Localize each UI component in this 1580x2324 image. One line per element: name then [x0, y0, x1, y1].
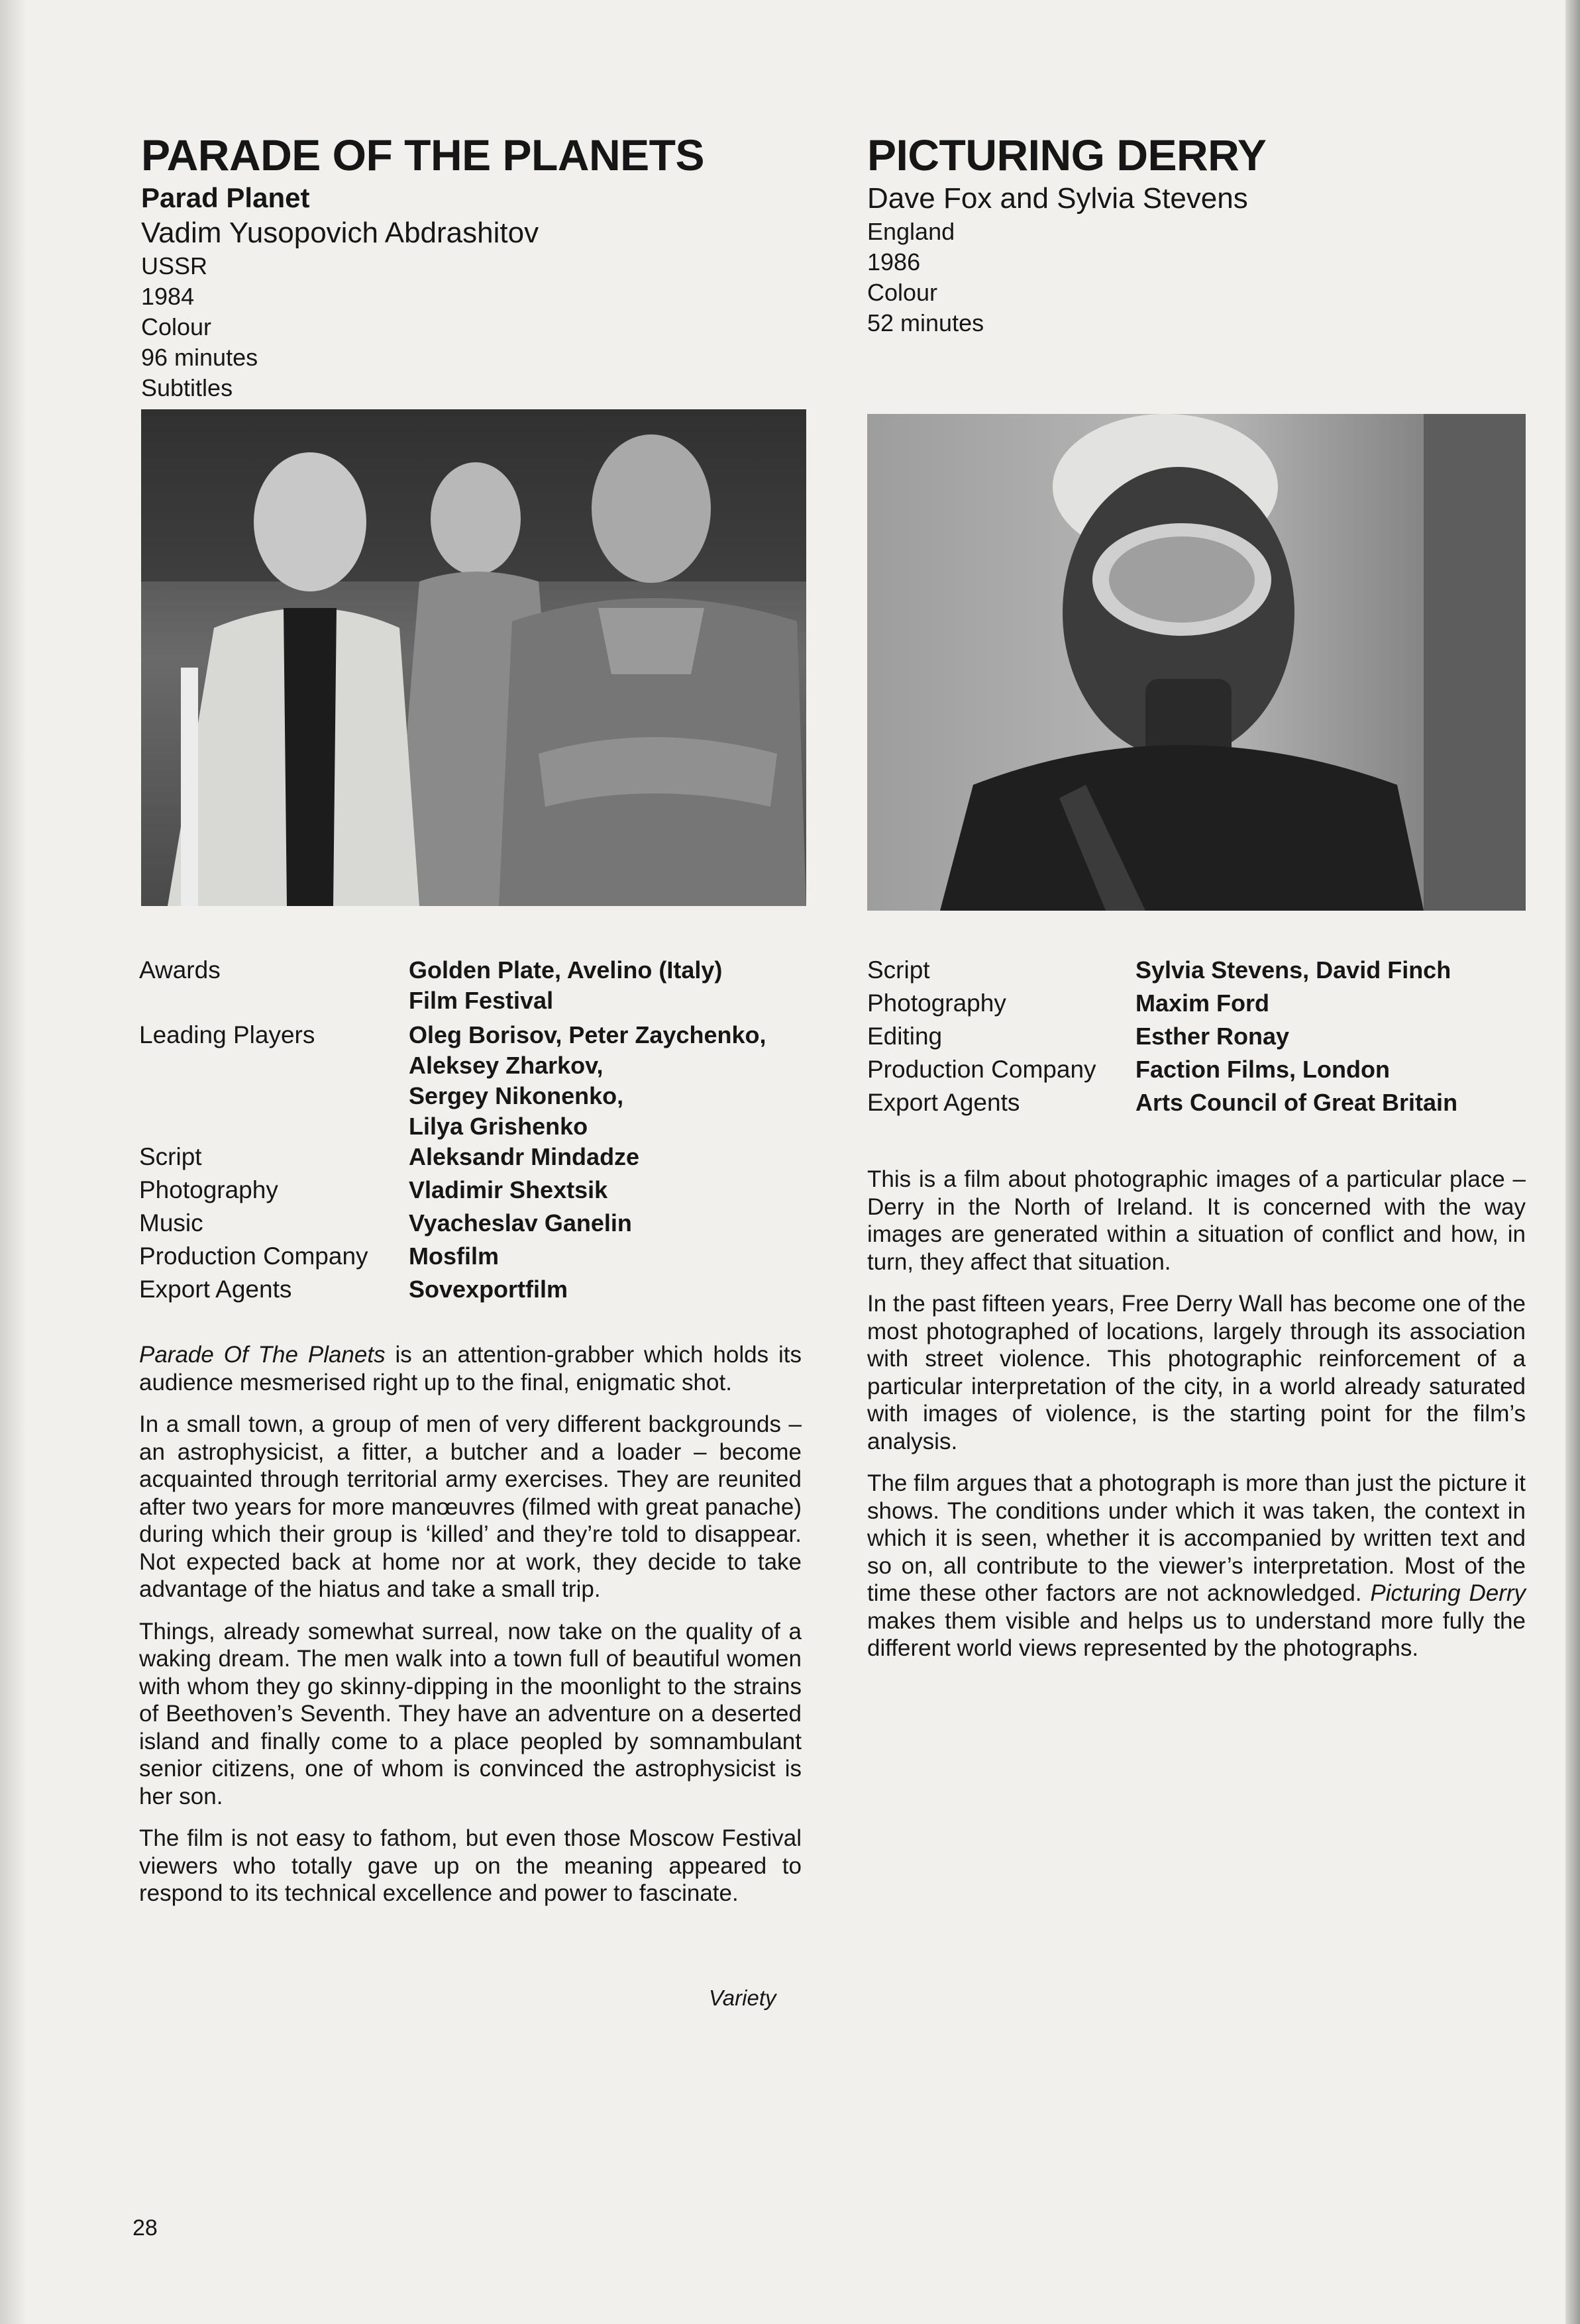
duration: 96 minutes [141, 344, 258, 371]
credit-label: Script [867, 956, 930, 984]
country: England [867, 218, 955, 245]
credit-row-photography [867, 987, 1526, 1020]
page-gutter-shadow [0, 0, 26, 2324]
credit-value: Vladimir Shextsik [409, 1176, 608, 1203]
director: Dave Fox and Sylvia Stevens [867, 182, 1248, 215]
credit-label: Script [139, 1143, 202, 1170]
credit-value: Aleksandr Mindadze [409, 1143, 640, 1170]
film-title: PICTURING DERRY [867, 130, 1267, 179]
film-still-drawing [141, 409, 806, 906]
credit-label: Music [139, 1209, 203, 1237]
credit-value: Film Festival [409, 987, 554, 1014]
credit-label: Production Company [139, 1242, 368, 1270]
paragraph-text: is an attention-grabber which holds its audience mesmerised right up to the final, enigmatic shot. [139, 1342, 802, 1395]
page-number: 28 [132, 2215, 158, 2241]
year: 1986 [867, 248, 921, 276]
credit-value: Oleg Borisov, Peter Zaychenko, [409, 1021, 766, 1048]
italic-title: Picturing Derry [1370, 1580, 1526, 1606]
credit-label: Editing [867, 1023, 943, 1050]
credit-value: Sylvia Stevens, David Finch [1135, 956, 1451, 984]
credit-value: Vyacheslav Ganelin [409, 1209, 632, 1237]
paragraph [867, 1470, 1526, 1662]
credit-row-script [139, 1140, 808, 1174]
credit-value: Mosfilm [409, 1242, 500, 1270]
film-title: PARADE OF THE PLANETS [141, 130, 704, 179]
paragraph: This is a film about photographic images of a particular place – Derry in the North of Ireland. It is concerned with the way images are generated within a situation of conflict and how, in turn, they affect that situation. [867, 1166, 1526, 1275]
paragraph-text: The film argues that a photograph is more than just the picture it shows. The conditions under which it was taken, the context in which it is seen, whether it is accompanied by written text and so on, all contribute to the viewer’s interpretation. Most of the time these other factors are not acknowledged. [867, 1470, 1526, 1606]
credit-values [409, 954, 722, 1015]
duration: 52 minutes [867, 309, 984, 336]
year: 1984 [141, 283, 195, 310]
credit-label: Export Agents [867, 1089, 1020, 1116]
paragraph: The film is not easy to fathom, but even those Moscow Festival viewers who totally gave up on the meaning appeared to respond to its technical excellence and power to fascinate. [139, 1825, 802, 1906]
credit-row-production-company [139, 1240, 808, 1273]
credit-value: Arts Council of Great Britain [1135, 1089, 1458, 1116]
paragraph: In the past fifteen years, Free Derry Wall has become one of the most photographed of locations, largely through its association with street violence. This photographic reinforcement of a particular interpretation of the city, in a world already saturated with images of violence, is the starting point for the film’s analysis. [867, 1291, 1526, 1454]
credit-label: Export Agents [139, 1276, 292, 1303]
credit-value: Aleksey Zharkov, [409, 1052, 604, 1079]
subtitles: Subtitles [141, 374, 233, 401]
paragraph-text: makes them visible and helps us to understand more fully the different world views represented by the photographs. [867, 1607, 1526, 1661]
film-entry-picturing-derry [867, 129, 1526, 338]
credit-row-export-agents [867, 1086, 1526, 1119]
credit-row-script [867, 954, 1526, 987]
credit-row-leading-players [139, 1019, 808, 1140]
film-entry-parade-of-the-planets [141, 129, 804, 403]
country: USSR [141, 252, 208, 279]
credits-table-right [867, 954, 1526, 1119]
credit-value: Lilya Grishenko [409, 1113, 588, 1140]
credit-value: Maxim Ford [1135, 989, 1270, 1017]
credit-label: Leading Players [139, 1021, 315, 1048]
credit-value: Golden Plate, Avelino (Italy) [409, 956, 723, 984]
credit-label: Photography [139, 1176, 278, 1203]
credit-row-export-agents [139, 1273, 808, 1306]
film-still-gas-mask [867, 414, 1526, 911]
credit-value: Sovexportfilm [409, 1276, 568, 1303]
paragraph: In a small town, a group of men of very different backgrounds – an astrophysicist, a fitter, a butcher and a loader – become acquainted through territorial army exercises. They are reunited after two years for more manœuvres (filmed with great panache) during which their group is ‘killed’ and they’re told to disappear. Not expected back at home nor at work, they decide to take advantage of the hiatus and take a small trip. [139, 1411, 802, 1602]
credit-row-photography [139, 1174, 808, 1207]
credit-value: Esther Ronay [1135, 1023, 1290, 1050]
director: Vadim Yusopovich Abdrashitov [141, 217, 539, 249]
review-text-left [139, 1341, 802, 1922]
credit-values [409, 1019, 766, 1140]
credit-value: Sergey Nikonenko, [409, 1082, 624, 1109]
colour: Colour [867, 279, 938, 306]
paragraph [139, 1341, 802, 1396]
italic-title: Parade Of The Planets [139, 1342, 386, 1368]
review-source: Variety [709, 1986, 776, 2010]
credit-value: Faction Films, London [1135, 1056, 1390, 1083]
credits-table-left [139, 954, 808, 1306]
description-text-right [867, 1166, 1526, 1677]
credit-row-music [139, 1207, 808, 1240]
colour: Colour [141, 313, 212, 340]
film-still-three-men [141, 409, 806, 906]
credit-label: Awards [139, 956, 221, 984]
film-still-drawing [867, 414, 1526, 911]
credit-label: Production Company [867, 1056, 1096, 1083]
paragraph: Things, already somewhat surreal, now take on the quality of a waking dream. The men walk into a town full of beautiful women with whom they go skinny-dipping in the moonlight to the strains of Beethoven’s Seventh. They have an adventure on a deserted island and finally come to a place peopled by somnambulant senior citizens, one of whom is convinced the astrophysicist is her son. [139, 1618, 802, 1809]
credit-row-awards [139, 954, 808, 1015]
credit-row-editing [867, 1020, 1526, 1053]
original-title: Parad Planet [141, 182, 310, 213]
credit-row-production-company [867, 1053, 1526, 1086]
credit-label: Photography [867, 989, 1006, 1017]
page-edge [1565, 0, 1580, 2324]
